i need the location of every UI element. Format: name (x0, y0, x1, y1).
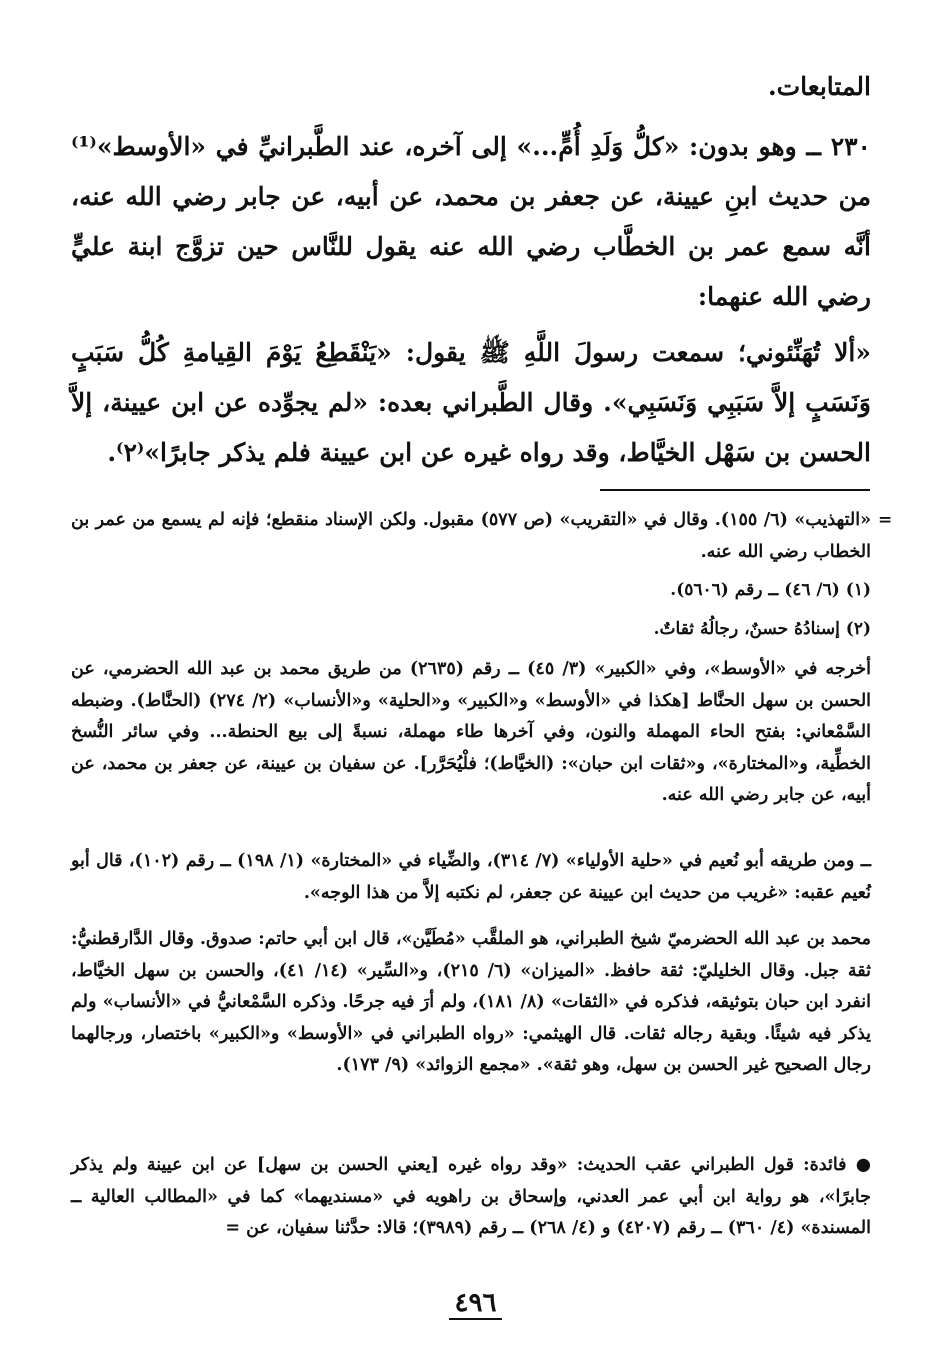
footnote-2-narrators: محمد بن عبد الله الحضرميّ شيخ الطبراني، هو الملقَّب «مُطَيَّن»، قال ابن أبي حاتم: صدوق. وقال الدَّارقطنيُّ: ثقة جبل. وقال الخليليّ: ثقة حافظ. «الميزان» (٦/ ٢١٥)، و«السِّير» (١٤/ ٤١)، والحسن بن سهل الخيَّاط، انفرد ابن حبان بتوثيقه، فذكره في «الثقات» (٨/ ١٨١)، ولم أرَ فيه جرحًا. وذكره السَّمْعانيُّ في «الأنساب» ولم يذكر فيه شيئًا. وبقية رجاله ثقات. قال الهيثمي: «رواه الطبراني في «الأوسط» و«الكبير» باختصار، ورجالهما رجال الصحيح غير الحسن بن سهل، وهو ثقة». «مجمع الزوائد» (٩/ ١٧٣). (71, 929, 872, 1075)
page-number (0, 1288, 951, 1318)
footnote-2-takhrij: أخرجه في «الأوسط»، وفي «الكبير» (٣/ ٤٥) ــ رقم (٢٦٣٥) من طريق محمد بن عبد الله الحضرمي، عن الحسن بن سهل الحنَّاط [هكذا في «الأوسط» و«الكبير» و«الحلية» و«الأنساب» (٢/ ٢٧٤) (الحنَّاط). وضبطه السَّمْعاني: بفتح الحاء المهملة والنون، وفي آخرها طاء مهملة، نسبةً إلى بيع الحنطة... وفي سائر النُّسخ الخطِّية، و«المختارة»، و«ثقات ابن حبان»: (الخيَّاط)؛ فلْيُحَرَّر]. عن سفيان بن عيينة، عن جعفر بن محمد، عن أبيه، عن جابر رضي الله عنه. (71, 659, 872, 805)
footnote-continued: «التهذيب» (٦/ ١٥٥). وقال في «التقريب» (ص ٥٧٧) مقبول. ولكن الإسناد منقطع؛ فإنه لم يسمع من عمر بن الخطاب رضي الله عنه. (71, 510, 872, 562)
footnote-1: (١) (٦/ ٤٦) ــ رقم (٥٦٠٦). (670, 580, 871, 600)
footnote-2: (٢) إسنادُهُ حسنٌ، رجالُهُ ثقاتٌ. (653, 619, 871, 639)
page-number-text: ٤٩٦ (449, 1288, 503, 1320)
footnote-2-abu-nuaym: ــ ومن طريقه أبو نُعيم في «حلية الأولياء» (٧/ ٣١٤)، والضِّياء في «المختارة» (١/ ١٩٨) ــ رقم (١٠٢)، قال أبو نُعيم عقبه: «غريب من حديث ابن عيينة عن جعفر، لم نكتبه إلاَّ من هذا الوجه». (71, 851, 871, 903)
hadith-text-paragraph: «ألا تُهَنِّئوني؛ سمعت رسولَ اللَّهِ ﷺ يقول: «يَنْقَطِعُ يَوْمَ القِيامةِ كُلُّ سَبَبٍ وَنَسَبٍ إلاَّ سَبَبِي وَنَسَبِي». وقال الطَّبراني بعده: «لم يجوِّده عن ابن عيينة، إلاَّ الحسن بن سَهْل الخيَّاط، وقد رواه غيره عن ابن عيينة فلم يذكر جابرًا»⁽٢⁾. (71, 338, 871, 467)
carry-over-line: المتابعات. (767, 72, 871, 101)
hadith-paragraph-230: ٢٣٠ ــ وهو بدون: «كلُّ وَلَدِ أُمٍّ...» إلى آخره، عند الطَّبرانيِّ في «الأوسط»⁽¹⁾ من حديث ابنِ عيينة، عن جعفر بن محمد، عن أبيه، عن جابر رضي الله عنه، أنَّه سمع عمر بن الخطَّاب رضي الله عنه يقول للنَّاس حين تزوَّج ابنة عليٍّ رضي الله عنهما: (71, 132, 871, 311)
footnote-separator (600, 489, 870, 491)
footnote-benefit: ● فائدة: قول الطبراني عقب الحديث: «وقد رواه غيره [يعني الحسن بن سهل] عن ابن عيينة ولم يذكر جابرًا»، هو رواية ابن أبي عمر العدني، وإسحاق بن راهويه في «مسنديهما» كما في «المطالب العالية ــ المسندة» (٤/ ٣٦٠) ــ رقم (٤٢٠٧) و (٤/ ٢٦٨) ــ رقم (٣٩٨٩)؛ قالا: حدَّثنا سفيان، عن = (71, 1155, 871, 1238)
continuation-marker: = (878, 510, 893, 530)
